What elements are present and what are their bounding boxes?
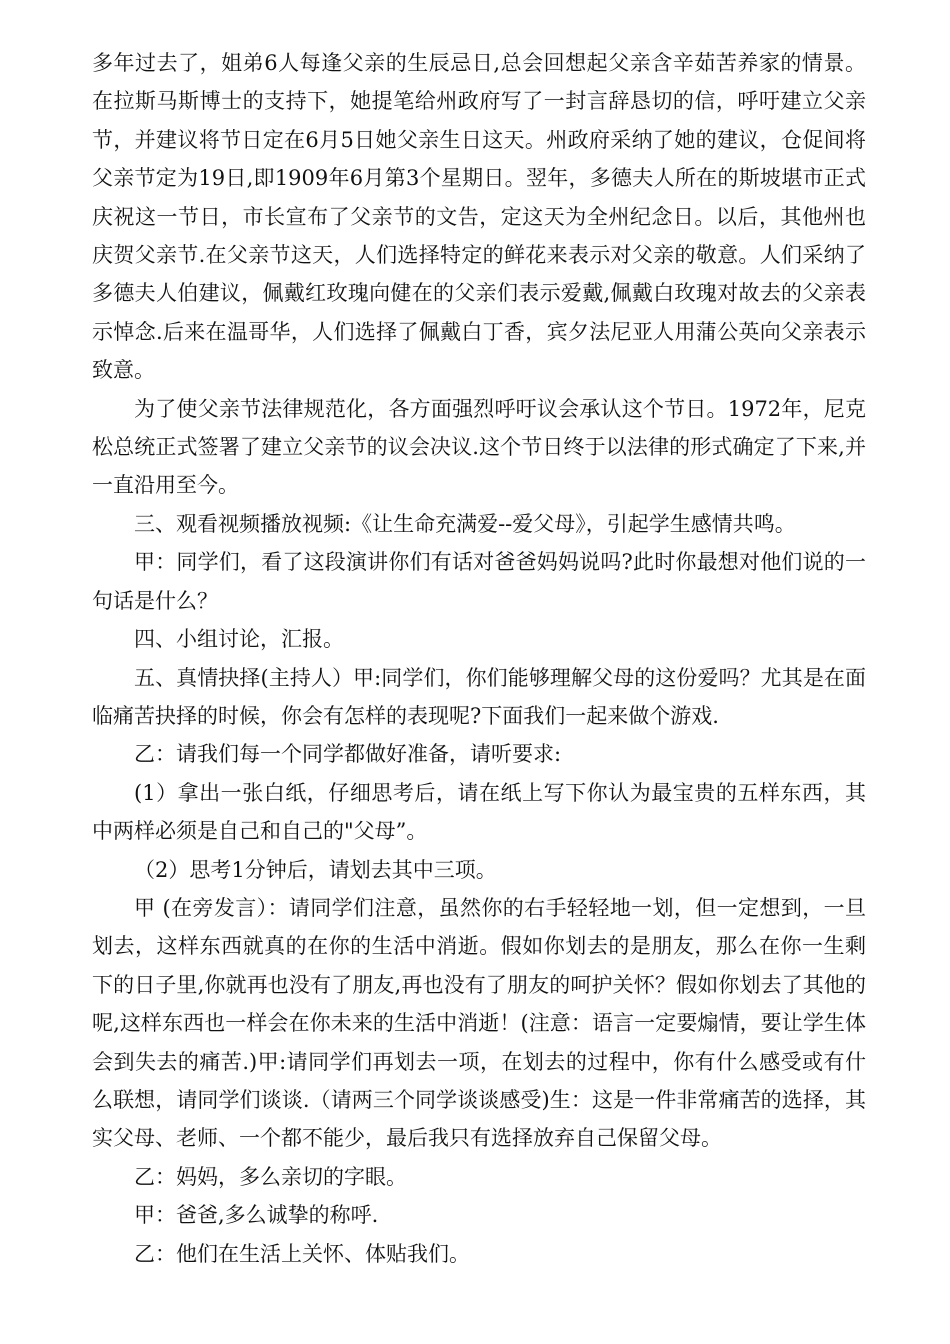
paragraph-host-a-commentary: 甲 (在旁发言）：请同学们注意，虽然你的右手轻轻地一划，但一定想到，一旦划去，这样东西就真的在你的生活中消逝。假如你划去的是朋友，那么在你一生剩下的日子里,你就再也没有了朋友,再也没有了朋友的呵护关怀？假如你划去了其他的呢,这样东西也一样会在你未来的生活中消逝！(注意：语言一定要煽情，要让学生体会到失去的痛苦.)甲:请同学们再划去一项，在划去的过程中，你有什么感受或有什么联想，请同学们谈谈.（请两三个同学谈谈感受)生：这是一件非常痛苦的选择，其实父母、老师、一个都不能少，最后我只有选择放弃自己保留父母。 <box>92 895 866 1151</box>
paragraph-step-four-discussion: 四、小组讨论，汇报。 <box>134 627 344 652</box>
paragraph-fathers-day-history: 多年过去了，姐弟6人每逢父亲的生辰忌日,总会回想起父亲含辛茹苦养家的情景。在拉斯马斯博士的支持下，她提笔给州政府写了一封言辞恳切的信，呼吁建立父亲节，并建议将节日定在6月5日她父亲生日这天。州政府采纳了她的建议，仓促间将父亲节定为19日,即1909年6月第3个星期日。翌年，多德夫人所在的斯坡堪市正式庆祝这一节日，市长宣布了父亲节的文告，定这天为全州纪念日。以后，其他州也庆贺父亲节.在父亲节这天，人们选择特定的鲜花来表示对父亲的敬意。人们采纳了多德夫人伯建议，佩戴红玫瑰向健在的父亲们表示爱戴,佩戴白玫瑰对故去的父亲表示悼念.后来在温哥华，人们选择了佩戴白丁香，宾夕法尼亚人用蒲公英向父亲表示致意。 <box>92 51 866 383</box>
paragraph-host-b-instructions: 乙：请我们每一个同学都做好准备，请听要求: <box>134 742 562 767</box>
paragraph-law-standardization: 为了使父亲节法律规范化，各方面强烈呼吁议会承认这个节日。1972年，尼克松总统正式签署了建立父亲节的议会决议.这个节日终于以法律的形式确定了下来,并一直沿用至今。 <box>92 396 866 498</box>
paragraph-host-b-care: 乙：他们在生活上关怀、体贴我们。 <box>134 1241 470 1266</box>
paragraph-requirement-one: (1）拿出一张白纸，仔细思考后，请在纸上写下你认为最宝贵的五样东西，其中两样必须是自己和自己的"父母”。 <box>92 780 866 844</box>
paragraph-host-b-mother: 乙：妈妈，多么亲切的字眼。 <box>134 1164 407 1189</box>
paragraph-requirement-two: （2）思考1分钟后，请划去其中三项。 <box>134 857 497 882</box>
paragraph-step-five-choice: 五、真情抉择(主持人）甲:同学们，你们能够理解父母的这份爱吗？尤其是在面临痛苦抉择的时候，你会有怎样的表现呢?下面我们一起来做个游戏. <box>92 665 866 728</box>
paragraph-host-a-father: 甲：爸爸,多么诚挚的称呼. <box>134 1203 379 1228</box>
paragraph-step-three-video: 三、观看视频播放视频:《让生命充满爱--爱父母》，引起学生感情共鸣。 <box>134 511 796 536</box>
paragraph-host-a-question: 甲：同学们，看了这段演讲你们有话对爸爸妈妈说吗?此时你最想对他们说的一句话是什么？ <box>92 550 866 613</box>
